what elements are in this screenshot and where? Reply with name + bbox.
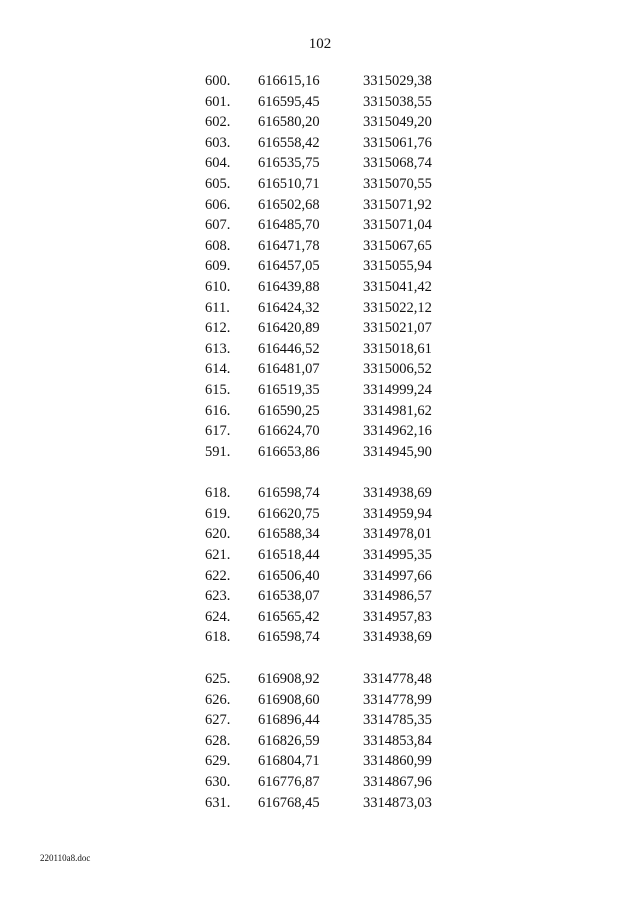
point-number: 626. — [205, 691, 231, 708]
y-coordinate: 3315006,52 — [363, 361, 432, 378]
y-coordinate: 3314999,24 — [363, 381, 432, 398]
coordinate-row — [0, 215, 640, 236]
x-coordinate: 616506,40 — [258, 567, 320, 584]
x-coordinate: 616471,78 — [258, 237, 320, 254]
point-number: 609. — [205, 258, 231, 275]
point-number: 603. — [205, 134, 231, 151]
x-coordinate: 616653,86 — [258, 443, 320, 460]
x-coordinate: 616908,92 — [258, 671, 320, 688]
point-number: 628. — [205, 732, 231, 749]
point-number: 623. — [205, 588, 231, 605]
y-coordinate: 3314853,84 — [363, 732, 432, 749]
coordinate-table — [0, 71, 640, 834]
coordinate-row — [0, 298, 640, 319]
point-number: 629. — [205, 753, 231, 770]
y-coordinate: 3314785,35 — [363, 712, 432, 729]
x-coordinate: 616538,07 — [258, 588, 320, 605]
point-number: 620. — [205, 526, 231, 543]
x-coordinate: 616804,71 — [258, 753, 320, 770]
y-coordinate: 3315021,07 — [363, 320, 432, 337]
coordinate-row — [0, 483, 640, 504]
point-number: 601. — [205, 93, 231, 110]
point-number: 604. — [205, 155, 231, 172]
point-number: 600. — [205, 73, 231, 89]
y-coordinate: 3315029,38 — [363, 73, 432, 89]
x-coordinate: 616535,75 — [258, 155, 320, 172]
page-number: 102 — [308, 36, 332, 52]
x-coordinate: 616896,44 — [258, 712, 320, 729]
y-coordinate: 3314778,48 — [363, 671, 432, 688]
y-coordinate: 3314867,96 — [363, 774, 432, 790]
coordinate-row — [0, 421, 640, 442]
coordinate-group — [0, 71, 640, 462]
coordinate-group — [0, 483, 640, 648]
x-coordinate: 616446,52 — [258, 340, 320, 357]
point-number: 625. — [205, 671, 231, 688]
x-coordinate: 616588,34 — [258, 526, 320, 543]
x-coordinate: 616485,70 — [258, 217, 320, 234]
y-coordinate: 3314938,69 — [363, 629, 432, 646]
y-coordinate: 3314986,57 — [363, 588, 432, 605]
y-coordinate: 3314945,90 — [363, 443, 432, 460]
y-coordinate: 3314995,35 — [363, 547, 432, 564]
y-coordinate: 3314959,94 — [363, 505, 432, 522]
point-number: 591. — [205, 443, 231, 460]
x-coordinate: 616908,60 — [258, 691, 320, 708]
coordinate-row — [0, 256, 640, 277]
coordinate-row — [0, 566, 640, 587]
coordinate-row — [0, 442, 640, 463]
coordinate-row — [0, 524, 640, 545]
coordinate-row — [0, 195, 640, 216]
point-number: 618. — [205, 485, 231, 502]
coordinate-row — [0, 586, 640, 607]
y-coordinate: 3314873,03 — [363, 794, 432, 811]
x-coordinate: 616565,42 — [258, 608, 320, 625]
point-number: 602. — [205, 114, 231, 131]
point-number: 617. — [205, 423, 231, 440]
point-number: 631. — [205, 794, 231, 811]
coordinate-row — [0, 92, 640, 113]
x-coordinate: 616768,45 — [258, 794, 320, 811]
y-coordinate: 3314981,62 — [363, 402, 432, 419]
y-coordinate: 3314778,99 — [363, 691, 432, 708]
x-coordinate: 616590,25 — [258, 402, 320, 419]
coordinate-row — [0, 401, 640, 422]
x-coordinate: 616424,32 — [258, 299, 320, 316]
coordinate-row — [0, 112, 640, 133]
y-coordinate: 3315071,04 — [363, 217, 432, 234]
y-coordinate: 3314997,66 — [363, 567, 432, 584]
x-coordinate: 616502,68 — [258, 196, 320, 213]
y-coordinate: 3315067,65 — [363, 237, 432, 254]
coordinate-row — [0, 153, 640, 174]
y-coordinate: 3315061,76 — [363, 134, 432, 151]
coordinate-row — [0, 133, 640, 154]
y-coordinate: 3315038,55 — [363, 93, 432, 110]
x-coordinate: 616580,20 — [258, 114, 320, 131]
coordinate-row — [0, 174, 640, 195]
coordinate-row — [0, 318, 640, 339]
coordinate-row — [0, 751, 640, 772]
point-number: 627. — [205, 712, 231, 729]
point-number: 616. — [205, 402, 231, 419]
coordinate-row — [0, 359, 640, 380]
x-coordinate: 616420,89 — [258, 320, 320, 337]
point-number: 611. — [205, 299, 230, 316]
y-coordinate: 3314938,69 — [363, 485, 432, 502]
point-number: 605. — [205, 175, 231, 192]
x-coordinate: 616620,75 — [258, 505, 320, 522]
x-coordinate: 616624,70 — [258, 423, 320, 440]
y-coordinate: 3315018,61 — [363, 340, 432, 357]
y-coordinate: 3315070,55 — [363, 175, 432, 192]
coordinate-row — [0, 339, 640, 360]
x-coordinate: 616457,05 — [258, 258, 320, 275]
point-number: 619. — [205, 505, 231, 522]
coordinate-row — [0, 380, 640, 401]
y-coordinate: 3315041,42 — [363, 278, 432, 295]
y-coordinate: 3315071,92 — [363, 196, 432, 213]
coordinate-row — [0, 690, 640, 711]
x-coordinate: 616776,87 — [258, 774, 320, 790]
point-number: 614. — [205, 361, 231, 378]
y-coordinate: 3315068,74 — [363, 155, 432, 172]
x-coordinate: 616595,45 — [258, 93, 320, 110]
point-number: 615. — [205, 381, 231, 398]
footer-filename: 220110a8.doc — [40, 853, 91, 863]
coordinate-row — [0, 277, 640, 298]
point-number: 624. — [205, 608, 231, 625]
coordinate-row — [0, 545, 640, 566]
x-coordinate: 616615,16 — [258, 73, 320, 89]
coordinate-row — [0, 71, 640, 92]
coordinate-row — [0, 627, 640, 648]
coordinate-row — [0, 607, 640, 628]
x-coordinate: 616826,59 — [258, 732, 320, 749]
coordinate-row — [0, 772, 640, 793]
point-number: 630. — [205, 774, 231, 790]
coordinate-row — [0, 669, 640, 690]
coordinate-row — [0, 504, 640, 525]
point-number: 618. — [205, 629, 231, 646]
coordinate-row — [0, 236, 640, 257]
point-number: 622. — [205, 567, 231, 584]
y-coordinate: 3315022,12 — [363, 299, 432, 316]
y-coordinate: 3314957,83 — [363, 608, 432, 625]
x-coordinate: 616439,88 — [258, 278, 320, 295]
point-number: 621. — [205, 547, 231, 564]
point-number: 612. — [205, 320, 231, 337]
coordinate-row — [0, 793, 640, 814]
x-coordinate: 616481,07 — [258, 361, 320, 378]
x-coordinate: 616510,71 — [258, 175, 320, 192]
x-coordinate: 616518,44 — [258, 547, 320, 564]
y-coordinate: 3315049,20 — [363, 114, 432, 131]
x-coordinate: 616558,42 — [258, 134, 320, 151]
y-coordinate: 3314962,16 — [363, 423, 432, 440]
coordinate-group — [0, 669, 640, 813]
point-number: 608. — [205, 237, 231, 254]
point-number: 606. — [205, 196, 231, 213]
y-coordinate: 3314860,99 — [363, 753, 432, 770]
x-coordinate: 616598,74 — [258, 485, 320, 502]
point-number: 613. — [205, 340, 231, 357]
coordinate-row — [0, 710, 640, 731]
coordinate-row — [0, 731, 640, 752]
point-number: 610. — [205, 278, 231, 295]
y-coordinate: 3314978,01 — [363, 526, 432, 543]
x-coordinate: 616519,35 — [258, 381, 320, 398]
x-coordinate: 616598,74 — [258, 629, 320, 646]
point-number: 607. — [205, 217, 231, 234]
y-coordinate: 3315055,94 — [363, 258, 432, 275]
